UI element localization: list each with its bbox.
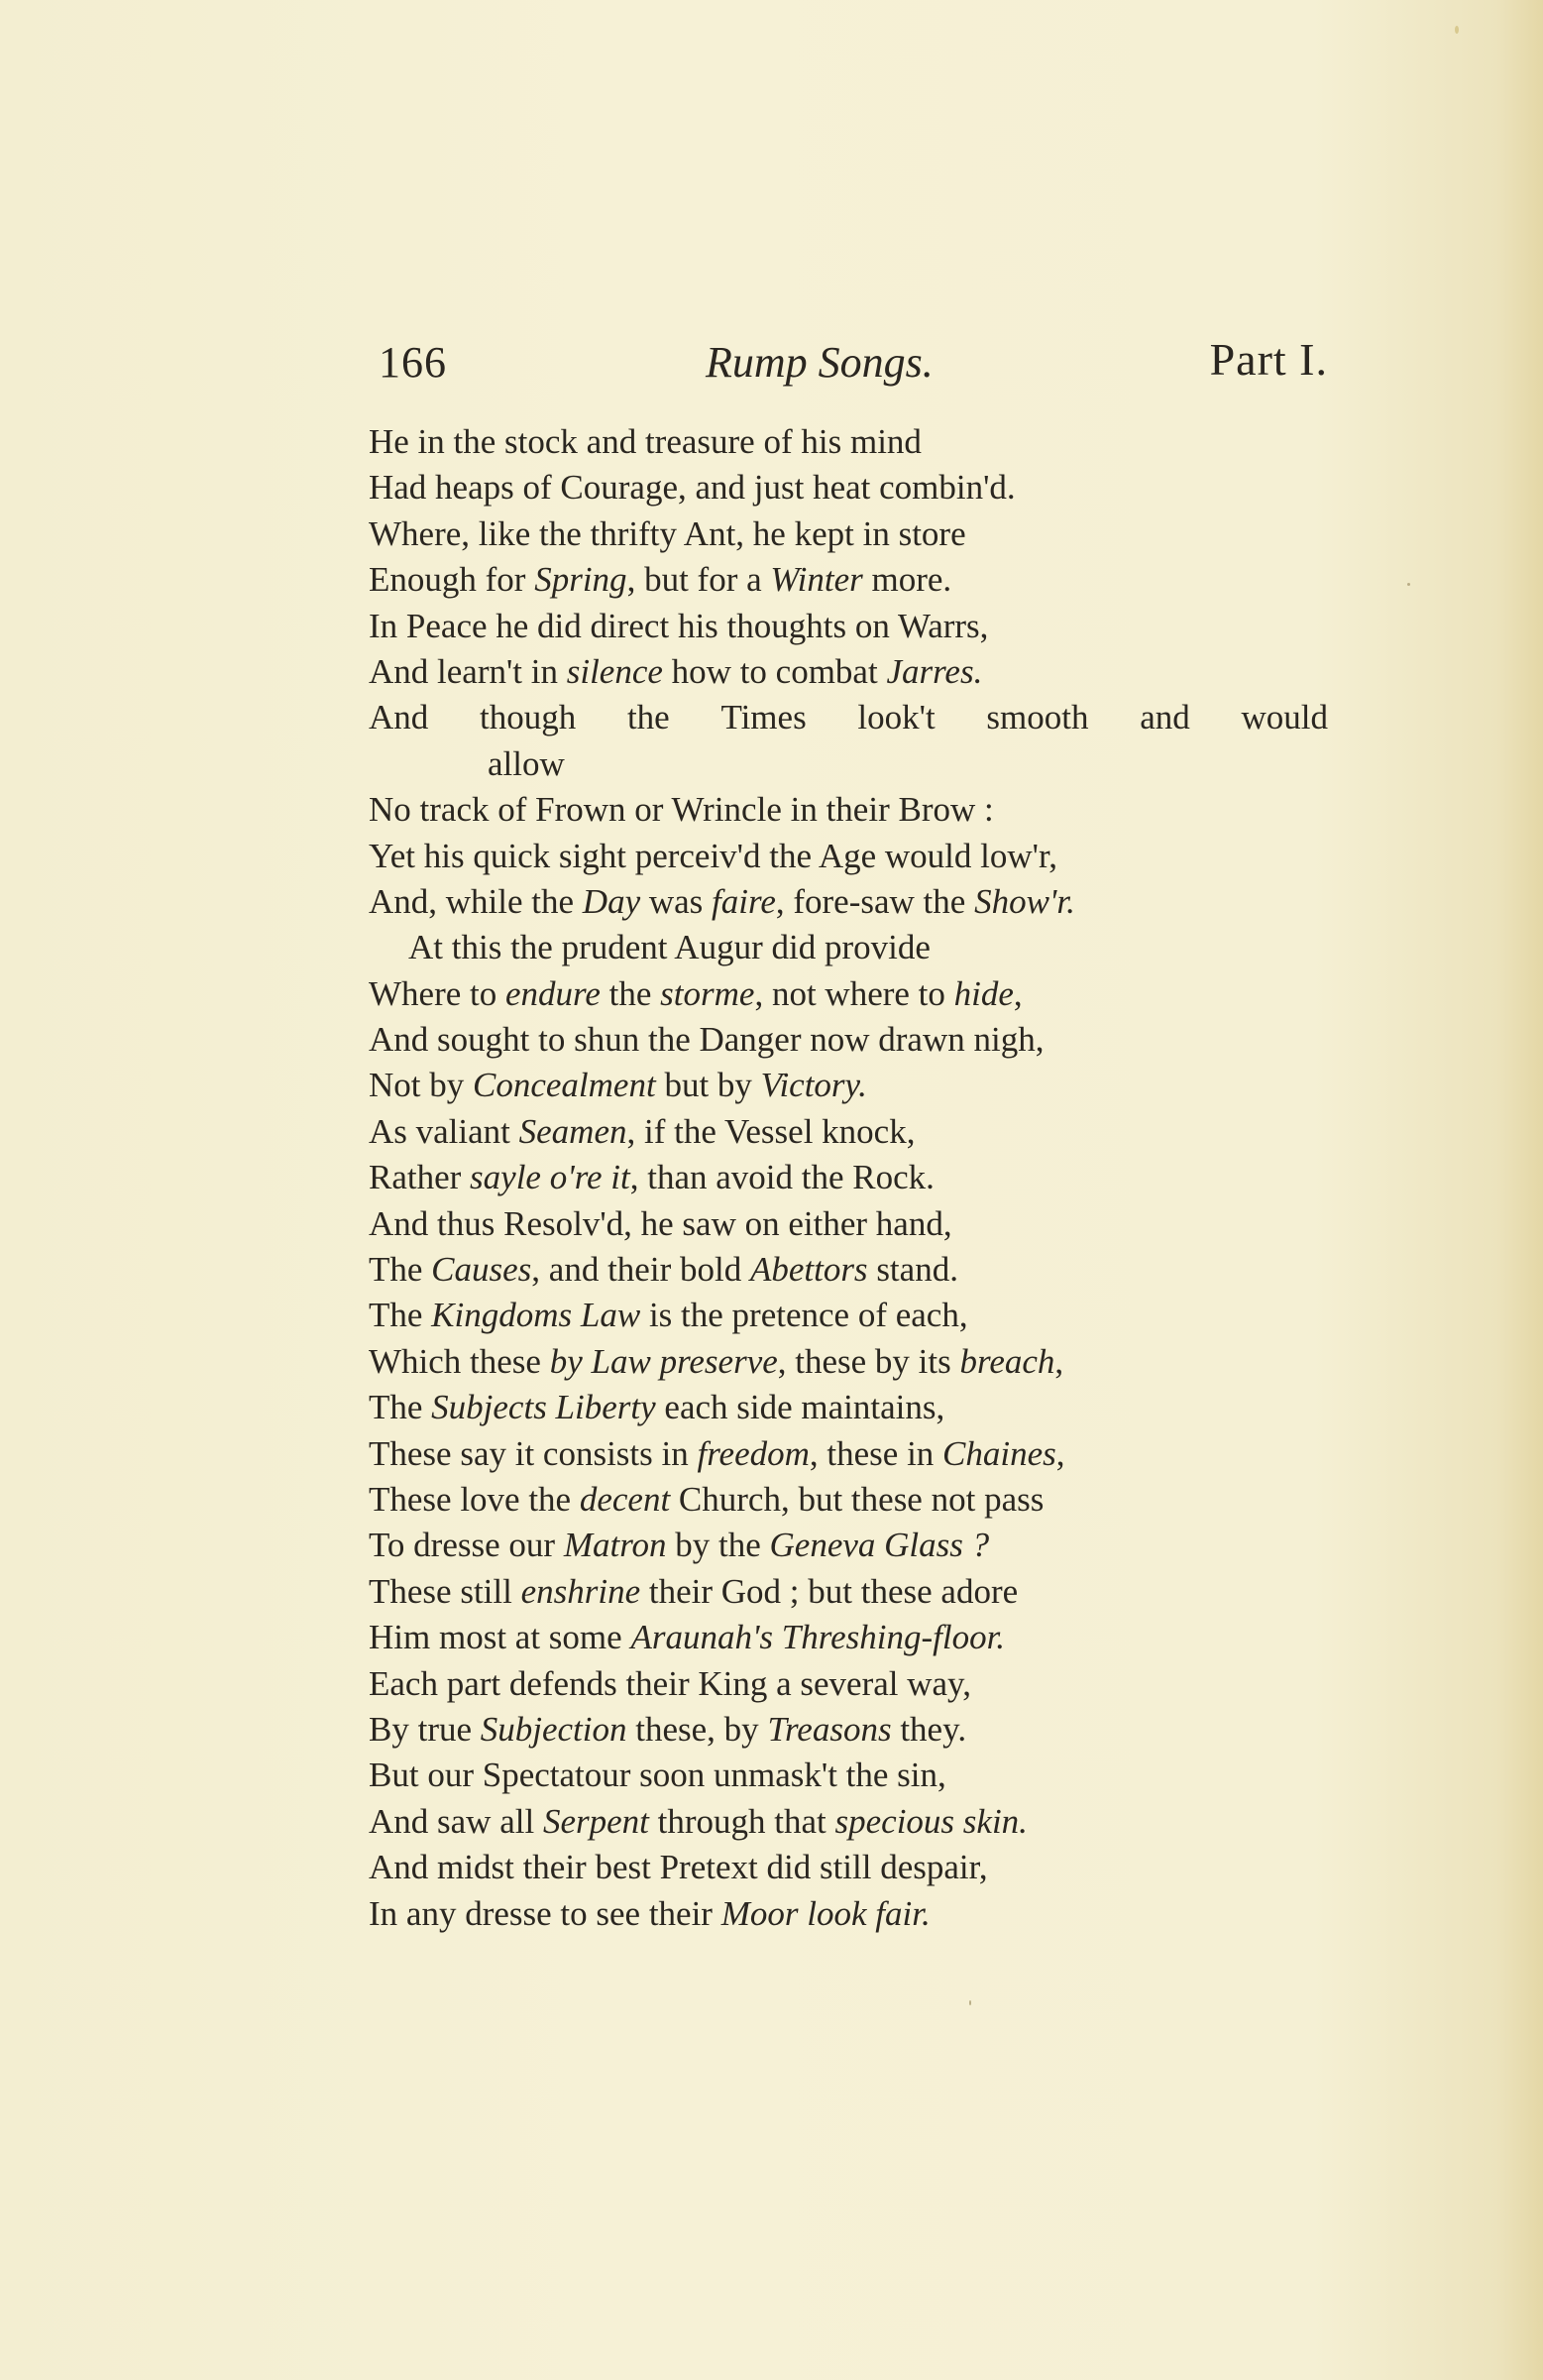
line-text: Not by	[369, 1066, 473, 1105]
poem-line	[369, 1063, 1328, 1108]
poem-line	[369, 925, 1328, 970]
poem-line	[369, 1661, 1328, 1707]
line-text: they.	[891, 1709, 967, 1749]
poem-line	[369, 1201, 1328, 1247]
italic-text: Subjects Liberty	[431, 1388, 656, 1427]
poem-line	[369, 834, 1328, 879]
line-text: In any dresse to see their	[369, 1893, 721, 1933]
line-text: To dresse our	[369, 1526, 564, 1565]
line-text: how to combat	[662, 651, 887, 691]
italic-text: Chaines	[942, 1433, 1056, 1473]
poem-line	[369, 879, 1328, 925]
italic-text: Treasons	[767, 1709, 892, 1749]
line-word: smooth	[986, 698, 1089, 737]
italic-text: freedom	[697, 1433, 810, 1473]
line-text: through that	[648, 1801, 835, 1841]
line-text: And midst their best Pretext did still despair,	[369, 1848, 988, 1887]
line-text: Yet his quick sight perceiv'd the Age would low'r,	[369, 836, 1057, 875]
line-text: more.	[862, 560, 952, 600]
poem-line	[369, 419, 1328, 465]
line-text: The	[369, 1250, 432, 1290]
line-text: No track of Frown or Wrincle in their Brow :	[369, 790, 994, 830]
poem-line	[369, 1569, 1328, 1615]
page-header	[369, 327, 1328, 397]
poem-line	[369, 1017, 1328, 1063]
line-text: each side maintains,	[655, 1388, 945, 1427]
italic-text: Araunah's Threshing-floor.	[630, 1618, 1006, 1657]
line-text: but by	[655, 1066, 761, 1105]
italic-text: Abettors	[749, 1250, 868, 1290]
line-text: Church, but these not pass	[670, 1479, 1045, 1519]
italic-text: decent	[579, 1479, 671, 1519]
line-text: And thus Resolv'd, he saw on either hand,	[369, 1203, 952, 1243]
italic-text: Spring	[534, 560, 627, 600]
line-text: , these in	[809, 1433, 943, 1473]
paper-speck	[969, 2000, 971, 2005]
line-word: look't	[857, 698, 936, 737]
line-text: is the pretence of each,	[640, 1296, 968, 1335]
line-text: Each part defends their King a several way,	[369, 1663, 972, 1703]
italic-text: storme	[660, 973, 755, 1013]
line-text: Him most at some	[369, 1618, 631, 1657]
line-text: These still	[369, 1571, 521, 1611]
line-text: stand.	[867, 1250, 958, 1290]
italic-text: Kingdoms Law	[431, 1296, 641, 1335]
line-text: , these by its	[777, 1341, 960, 1381]
italic-text: Moor look fair.	[720, 1893, 931, 1933]
poem-line	[369, 1845, 1328, 1890]
italic-text: faire	[712, 881, 776, 921]
italic-text: endure	[504, 973, 601, 1013]
italic-text: Jarres.	[886, 651, 983, 691]
line-text: These love the	[369, 1479, 580, 1519]
italic-text: sayle o're it	[470, 1158, 630, 1197]
line-text: , not where to	[754, 973, 954, 1013]
poem-line	[369, 557, 1328, 603]
italic-text: breach	[959, 1341, 1055, 1381]
line-text: As valiant	[369, 1111, 519, 1151]
poem-line	[369, 1155, 1328, 1200]
line-text: by the	[666, 1526, 770, 1565]
poem-line	[369, 1385, 1328, 1430]
poem-line	[369, 1247, 1328, 1293]
poem-line	[369, 695, 1328, 740]
italic-text: by Law preserve	[549, 1341, 778, 1381]
line-text: ,	[1055, 1433, 1065, 1473]
line-text: ,	[1013, 973, 1023, 1013]
paper-speck	[1455, 26, 1459, 34]
italic-text: Geneva Glass ?	[769, 1526, 990, 1565]
line-text: , than avoid the Rock.	[629, 1158, 935, 1197]
paper-speck	[1407, 583, 1410, 586]
italic-text: Victory.	[760, 1066, 867, 1105]
line-text: allow	[488, 743, 565, 783]
line-text: And, while the	[369, 881, 583, 921]
page-number: 166	[379, 338, 447, 387]
line-text: In Peace he did direct his thoughts on Warrs,	[369, 606, 989, 645]
line-text: These say it consists in	[369, 1433, 698, 1473]
line-text: He in the stock and treasure of his mind	[369, 422, 922, 461]
poem-line	[369, 511, 1328, 557]
line-text: the	[600, 973, 661, 1013]
line-text: these, by	[626, 1709, 768, 1749]
poem-line	[369, 1753, 1328, 1798]
line-word: And	[369, 698, 429, 737]
poem-line	[369, 1799, 1328, 1845]
poem-line	[369, 1891, 1328, 1937]
poem-line	[369, 1293, 1328, 1338]
italic-text: Matron	[563, 1526, 667, 1565]
line-text: was	[640, 881, 713, 921]
poem-line	[369, 741, 1328, 787]
line-text: But our Spectatour soon unmask't the sin,	[369, 1756, 946, 1795]
italic-text: Day	[582, 881, 641, 921]
poem-line	[369, 787, 1328, 833]
line-text: By true	[369, 1709, 481, 1749]
line-text: Which these	[369, 1341, 550, 1381]
italic-text: silence	[566, 651, 663, 691]
poem-line	[369, 465, 1328, 510]
line-text: The	[369, 1296, 432, 1335]
poem-line	[369, 1339, 1328, 1385]
line-word: Times	[720, 698, 807, 737]
line-text: , but for a	[626, 560, 771, 600]
italic-text: Show'r.	[974, 881, 1075, 921]
poem-body	[369, 419, 1328, 1937]
running-title: Rump Songs.	[706, 338, 934, 387]
line-word: the	[626, 698, 670, 737]
poem-line	[369, 1109, 1328, 1155]
line-text: , if the Vessel knock,	[626, 1111, 916, 1151]
poem-line	[369, 971, 1328, 1017]
line-text: And saw all	[369, 1801, 543, 1841]
line-text: Where to	[369, 973, 505, 1013]
line-text: And learn't in	[369, 651, 567, 691]
italic-text: Causes	[431, 1250, 532, 1290]
poem-line	[369, 649, 1328, 695]
italic-text: specious skin.	[834, 1801, 1028, 1841]
line-text: Had heaps of Courage, and just heat combin'd.	[369, 468, 1016, 508]
part-label: Part I.	[1209, 334, 1328, 385]
line-text: Enough for	[369, 560, 535, 600]
line-word: though	[480, 698, 577, 737]
italic-text: Serpent	[542, 1801, 649, 1841]
line-text: The	[369, 1388, 432, 1427]
line-word: would	[1241, 698, 1328, 737]
italic-text: Winter	[770, 560, 863, 600]
line-text: their God ; but these adore	[640, 1571, 1019, 1611]
line-text: Rather	[369, 1158, 471, 1197]
poem-line	[369, 1615, 1328, 1660]
italic-text: hide	[953, 973, 1014, 1013]
italic-text: Subjection	[480, 1709, 627, 1749]
line-text: At this the prudent Augur did provide	[408, 928, 931, 967]
italic-text: Concealment	[473, 1066, 656, 1105]
poem-line	[369, 1707, 1328, 1753]
poem-line	[369, 1477, 1328, 1523]
line-word: and	[1140, 698, 1190, 737]
poem-line	[369, 1431, 1328, 1477]
line-text: And sought to shun the Danger now drawn nigh,	[369, 1020, 1045, 1060]
italic-text: Seamen	[518, 1111, 627, 1151]
line-text: ,	[1054, 1341, 1064, 1381]
line-text: , fore-saw the	[775, 881, 975, 921]
italic-text: enshrine	[520, 1571, 641, 1611]
line-text: , and their bold	[531, 1250, 750, 1290]
poem-line	[369, 604, 1328, 649]
poem-line	[369, 1523, 1328, 1568]
line-text: Where, like the thrifty Ant, he kept in store	[369, 513, 966, 553]
